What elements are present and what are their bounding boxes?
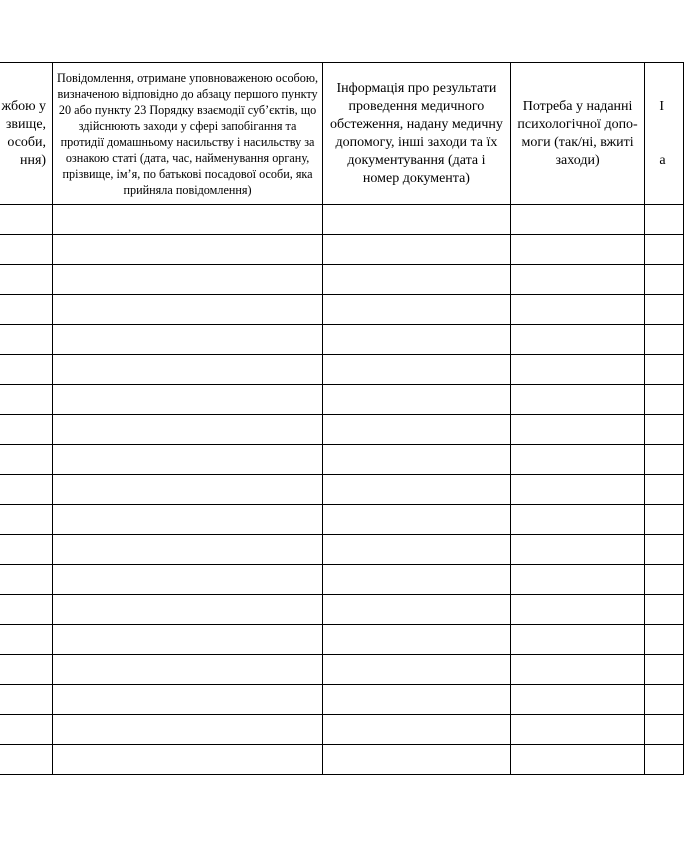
table-cell[interactable] [645, 385, 684, 415]
header-col-5-line-1: І [659, 98, 664, 114]
table-cell[interactable] [323, 445, 511, 475]
table-cell[interactable] [53, 445, 323, 475]
table-row [0, 505, 684, 535]
table-cell[interactable] [510, 415, 645, 445]
table-cell[interactable] [510, 325, 645, 355]
header-col-1-line-4: ння) [19, 152, 47, 168]
table-cell[interactable] [53, 205, 323, 235]
table-cell[interactable] [645, 445, 684, 475]
table-cell[interactable] [323, 325, 511, 355]
table-cell[interactable] [53, 595, 323, 625]
table-cell[interactable] [323, 295, 511, 325]
table-cell[interactable] [323, 745, 511, 775]
table-cell[interactable] [323, 205, 511, 235]
table-cell[interactable] [323, 475, 511, 505]
table-cell[interactable] [53, 625, 323, 655]
table-cell[interactable] [0, 685, 53, 715]
table-row [0, 355, 684, 385]
table-row [0, 205, 684, 235]
table-cell[interactable] [510, 445, 645, 475]
table-row [0, 265, 684, 295]
table-row [0, 595, 684, 625]
table-cell[interactable] [510, 265, 645, 295]
table-cell[interactable] [53, 715, 323, 745]
table-cell[interactable] [323, 655, 511, 685]
table-cell[interactable] [0, 265, 53, 295]
table-cell[interactable] [510, 625, 645, 655]
header-notification-text: Повідомлення, отримане уповноваженою особою, визначеною відповідно до абзацу першого пункту 20 або пункту 23 Порядку взаємодії суб’єктів, що здійснюють заходи у сфері запобігання та протидії домашньому насильству і насильству за ознакою статі (дата, час, найменування органу, прізвище, ім’я, по батькові посадової особи, яка прийняла повідомлення) [57, 70, 319, 197]
table-cell[interactable] [0, 295, 53, 325]
table-cell[interactable] [0, 475, 53, 505]
table-row [0, 415, 684, 445]
header-col-1-line-1: жбою у [1, 98, 47, 114]
table-cell[interactable] [53, 505, 323, 535]
table-cell[interactable] [53, 535, 323, 565]
header-cell-col-3 [323, 63, 511, 205]
table-cell[interactable] [510, 505, 645, 535]
table-cell[interactable] [53, 265, 323, 295]
table-cell[interactable] [645, 355, 684, 385]
table-row [0, 685, 684, 715]
header-medical-info-text: Інформація про результати проведення медичного обстеження, надану медичну допомогу, інші заходи та їх документування (дата і номер документа) [329, 80, 503, 186]
table-cell[interactable] [510, 475, 645, 505]
header-col-1-line-3: особи, [7, 134, 47, 150]
table-cell[interactable] [323, 265, 511, 295]
table-cell[interactable] [510, 655, 645, 685]
table-cell[interactable] [0, 355, 53, 385]
table-cell[interactable] [510, 685, 645, 715]
table-cell[interactable] [323, 595, 511, 625]
header-cell-col-1 [0, 63, 53, 205]
table-cell[interactable] [323, 715, 511, 745]
table-cell[interactable] [0, 625, 53, 655]
table-cell[interactable] [645, 235, 684, 265]
table-cell[interactable] [0, 325, 53, 355]
table-cell[interactable] [53, 385, 323, 415]
table-cell[interactable] [323, 625, 511, 655]
table-cell[interactable] [645, 475, 684, 505]
table-row [0, 235, 684, 265]
table-cell[interactable] [0, 385, 53, 415]
table-cell[interactable] [645, 625, 684, 655]
table-cell[interactable] [53, 565, 323, 595]
table-cell[interactable] [645, 565, 684, 595]
table-cell[interactable] [645, 205, 684, 235]
table-cell[interactable] [0, 535, 53, 565]
header-col-5-line-4: а [659, 152, 666, 168]
table-cell[interactable] [510, 595, 645, 625]
table-row [0, 475, 684, 505]
table-cell[interactable] [323, 535, 511, 565]
table-cell[interactable] [323, 355, 511, 385]
table-cell[interactable] [323, 235, 511, 265]
table-cell[interactable] [323, 685, 511, 715]
table-cell[interactable] [53, 235, 323, 265]
table-cell[interactable] [645, 295, 684, 325]
table-cell[interactable] [510, 385, 645, 415]
table-row [0, 325, 684, 355]
table-cell[interactable] [0, 655, 53, 685]
table-cell[interactable] [510, 355, 645, 385]
table-row [0, 745, 684, 775]
table-cell[interactable] [510, 715, 645, 745]
table-cell[interactable] [0, 205, 53, 235]
table-cell[interactable] [0, 445, 53, 475]
table-cell[interactable] [645, 505, 684, 535]
table-row [0, 535, 684, 565]
table-cell[interactable] [510, 745, 645, 775]
table-cell[interactable] [53, 745, 323, 775]
table-cell[interactable] [0, 595, 53, 625]
table-row [0, 655, 684, 685]
table-cell[interactable] [323, 415, 511, 445]
header-psych-help-text: Потреба у наданні психологічної допо-моги (так/ні, вжиті заходи) [517, 98, 638, 168]
header-col-1-line-2: звище, [5, 116, 47, 132]
table-row [0, 565, 684, 595]
table-cell[interactable] [53, 685, 323, 715]
table-cell[interactable] [0, 235, 53, 265]
table-cell[interactable] [0, 505, 53, 535]
table-cell[interactable] [0, 745, 53, 775]
header-row [0, 63, 684, 205]
header-cell-col-5 [645, 63, 684, 205]
table-cell[interactable] [510, 235, 645, 265]
table-cell[interactable] [53, 415, 323, 445]
table-cell[interactable] [0, 565, 53, 595]
table-cell[interactable] [323, 385, 511, 415]
table-body [0, 205, 684, 775]
table-cell[interactable] [645, 685, 684, 715]
table-cell[interactable] [645, 745, 684, 775]
table-cell[interactable] [645, 415, 684, 445]
table-cell[interactable] [510, 535, 645, 565]
table-cell[interactable] [53, 295, 323, 325]
table-row [0, 445, 684, 475]
table-cell[interactable] [510, 295, 645, 325]
table-cell[interactable] [53, 355, 323, 385]
table-cell[interactable] [0, 415, 53, 445]
table-cell[interactable] [53, 655, 323, 685]
table-cell[interactable] [645, 265, 684, 295]
header-cell-col-2 [53, 63, 323, 205]
table-row [0, 715, 684, 745]
table-cell[interactable] [53, 325, 323, 355]
table-row [0, 625, 684, 655]
register-table [0, 62, 684, 775]
table-cell[interactable] [323, 505, 511, 535]
table-cell[interactable] [323, 565, 511, 595]
table-row [0, 385, 684, 415]
table-cell[interactable] [645, 715, 684, 745]
table-cell[interactable] [510, 565, 645, 595]
table-row [0, 295, 684, 325]
table-cell[interactable] [645, 595, 684, 625]
table-cell[interactable] [510, 205, 645, 235]
header-cell-col-4 [510, 63, 645, 205]
table-cell[interactable] [0, 715, 53, 745]
table-cell[interactable] [645, 325, 684, 355]
table-cell[interactable] [645, 655, 684, 685]
table-cell[interactable] [645, 535, 684, 565]
table-cell[interactable] [53, 475, 323, 505]
